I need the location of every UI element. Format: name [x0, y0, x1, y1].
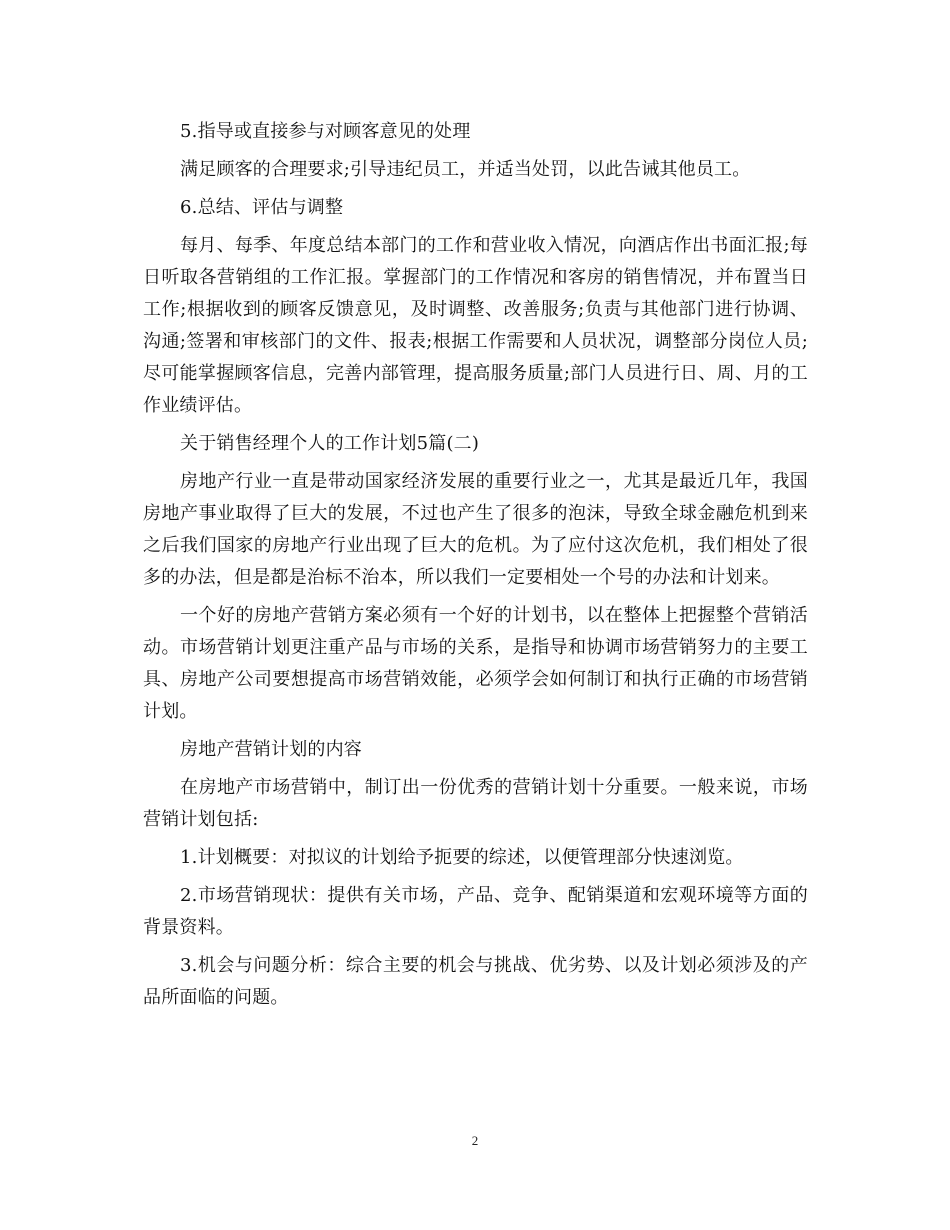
paragraph-customer-requests: 满足顾客的合理要求;引导违纪员工，并适当处罚，以此告诫其他员工。	[180, 159, 751, 180]
paragraph-marketing-plan-book: 一个好的房地产营销方案必须有一个好的计划书，以在整体上把握整个营销活动。市场营销计划更注重产品与市场的关系，是指导和协调市场营销努力的主要工具、房地产公司要想提高市场营销效能，必须学会如何制订和执行正确的市场营销计划。	[143, 605, 808, 722]
page-number: 2	[471, 1133, 479, 1148]
paragraph-real-estate-industry: 房地产行业一直是带动国家经济发展的重要行业之一，尤其是最近几年，我国房地产事业取得了巨大的发展，不过也产生了很多的泡沫，导致全球金融危机到来之后我们国家的房地产行业出现了巨大的危机。为了应付这次危机，我们相处了很多的办法，但是都是治标不治本，所以我们一定要相处一个号的办法和计划来。	[143, 471, 808, 588]
list-item-plan-summary: 1.计划概要：对拟议的计划给予扼要的综述，以便管理部分快速浏览。	[180, 847, 744, 868]
paragraph-plan-content-heading: 房地产营销计划的内容	[180, 739, 362, 760]
paragraph-monthly-summary: 每月、每季、年度总结本部门的工作和营业收入情况，向酒店作出书面汇报;每日听取各营销组的工作汇报。掌握部门的工作情况和客房的销售情况，并布置当日工作;根据收到的顾客反馈意见，及时调整、改善服务;负责与其他部门进行协调、沟通;签署和审核部门的文件、报表;根据工作需要和人员状况，调整部分岗位人员;尽可能掌握顾客信息，完善内部管理，提高服务质量;部门人员进行日、周、月的工作业绩评估。	[143, 235, 808, 416]
list-item-opportunity-analysis: 3.机会与问题分析：综合主要的机会与挑战、优劣势、以及计划必须涉及的产品所面临的问题。	[143, 955, 808, 1008]
document-body	[143, 116, 808, 1020]
paragraph-plan-includes: 在房地产市场营销中，制订出一份优秀的营销计划十分重要。一般来说，市场营销计划包括:	[143, 777, 808, 830]
paragraph-5-heading: 5.指导或直接参与对顾客意见的处理	[180, 121, 471, 142]
paragraph-6-heading: 6.总结、评估与调整	[180, 197, 344, 218]
list-item-market-status: 2.市场营销现状：提供有关市场，产品、竞争、配销渠道和宏观环境等方面的背景资料。	[143, 885, 808, 938]
section-title-part-two: 关于销售经理个人的工作计划5篇(二)	[180, 433, 480, 454]
